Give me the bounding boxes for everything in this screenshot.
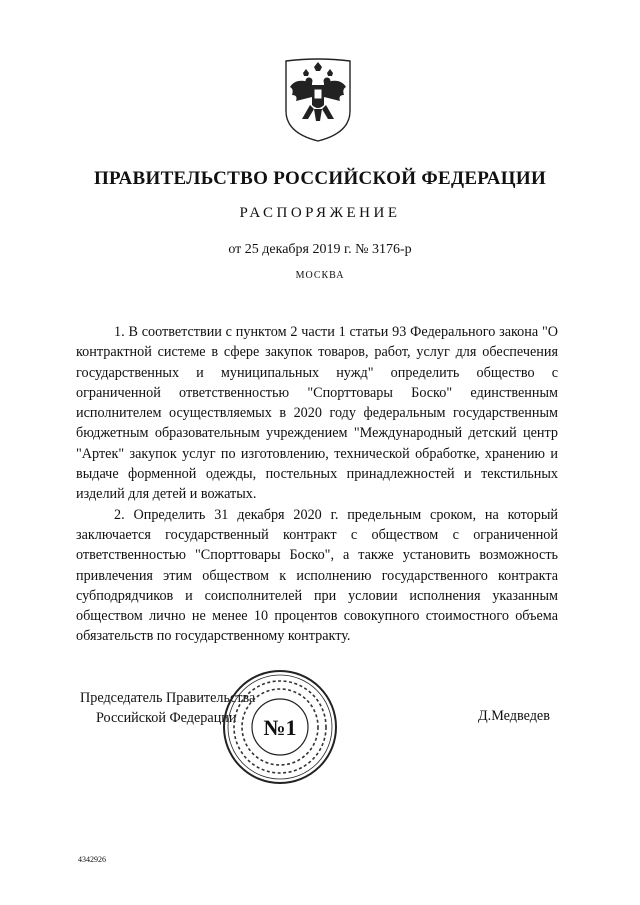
paragraph-2: 2. Определить 31 декабря 2020 г. предельным сроком, на который заключается государственный контракт с обществом с ограниченной ответственностью "Спорттовары Боско", а также установить возможность привлечения этим обществом к исполнению государственного контракта субподрядчиков и соисполнителей при условии исполнения указанным обществом лично не менее 10 процентов совокупного стоимостного объема обязательств по государственному контракту. — [76, 506, 558, 645]
official-round-seal-icon — [221, 668, 339, 786]
document-date-number: от 25 декабря 2019 г. № 3176-р — [228, 242, 412, 257]
document-city: МОСКВА — [295, 270, 345, 281]
signer-position-line1: Председатель Правительства — [80, 690, 256, 706]
seal-number: №1 — [263, 715, 297, 740]
document-body — [76, 322, 558, 647]
paragraph-1: 1. В соответствии с пунктом 2 части 1 статьи 93 Федерального закона "О контрактной системе в сфере закупок товаров, работ, услуг для обеспечения государственных и муниципальных нужд" определить общество с ограниченной ответственностью "Спорттовары Боско" единственным исполнителем осуществляемых в 2020 году федеральным государственным бюджетным образовательным учреждением "Международный детский центр "Артек" закупок услуг по изготовлению, технической обработке, хранению и выдаче форменной одежды, постельных принадлежностей и текстильных изделий для детей и вожатых. — [76, 324, 558, 503]
double-headed-eagle-icon — [276, 53, 360, 143]
signer-position-line2: Российской Федерации — [96, 710, 237, 726]
coat-of-arms-emblem — [276, 53, 360, 143]
official-seal — [221, 668, 339, 786]
document-type: РАСПОРЯЖЕНИЕ — [239, 205, 401, 221]
footer-document-code: 4342926 — [78, 855, 106, 864]
signer-name: Д.Медведев — [478, 708, 550, 724]
government-title: ПРАВИТЕЛЬСТВО РОССИЙСКОЙ ФЕДЕРАЦИИ — [93, 168, 547, 189]
